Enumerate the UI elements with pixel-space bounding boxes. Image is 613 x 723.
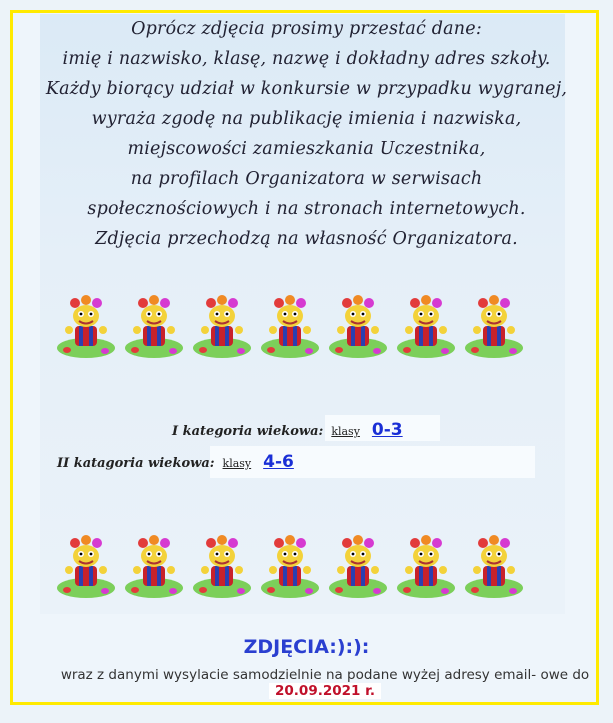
category2-label: II katagoria wiekowa: (57, 456, 215, 471)
zdjecia-heading: ZDJĘCIA:):): (243, 636, 370, 658)
cartoon-figure-icon (259, 530, 321, 602)
intro-line: na profilach Organizatora w serwisach (130, 169, 483, 189)
figure-row-top (55, 290, 525, 365)
cartoon-figure-icon (259, 290, 321, 362)
intro-line: społecznościowych i na stronach internetowych. (87, 199, 526, 219)
cartoon-figure-icon (55, 290, 117, 362)
cartoon-figure-icon (327, 290, 389, 362)
cartoon-figure-icon (191, 530, 253, 602)
intro-text (0, 14, 613, 254)
cartoon-figure-icon (463, 530, 525, 602)
cartoon-figure-icon (395, 530, 457, 602)
category2-range-link[interactable]: 4-6 (263, 452, 294, 472)
deadline-date: 20.09.2021 r. (269, 683, 381, 699)
cartoon-figure-icon (191, 290, 253, 362)
intro-line: miejscowości zamieszkania Uczestnika, (127, 139, 486, 159)
cartoon-figure-icon (463, 290, 525, 362)
category2-row (57, 452, 294, 472)
category1-row (172, 420, 403, 440)
category2-klasy-link[interactable]: klasy (222, 457, 252, 470)
category1-label: I kategoria wiekowa: (172, 424, 324, 439)
intro-line: Każdy biorący udział w konkursie w przypadku wygranej, (45, 79, 568, 99)
figure-row-bottom (55, 530, 525, 605)
cartoon-figure-icon (123, 290, 185, 362)
intro-line: wyraża zgodę na publikację imienia i nazwiska, (91, 109, 522, 129)
cartoon-figure-icon (327, 530, 389, 602)
cartoon-figure-icon (55, 530, 117, 602)
intro-line: Oprócz zdjęcia prosimy przestać dane: (131, 19, 482, 39)
intro-line: Zdjęcia przechodzą na własność Organizatora. (95, 229, 518, 249)
category1-klasy-link[interactable]: klasy (331, 425, 360, 438)
cartoon-figure-icon (123, 530, 185, 602)
intro-line: imię i nazwisko, klasę, nazwę i dokładny adres szkoły. (62, 49, 551, 69)
deadline-note (40, 667, 610, 699)
cartoon-figure-icon (395, 290, 457, 362)
note-text: wraz z danymi wysylacie samodzielnie na podane wyżej adresy email- owe do (60, 667, 590, 683)
category1-range-link[interactable]: 0-3 (371, 420, 403, 440)
